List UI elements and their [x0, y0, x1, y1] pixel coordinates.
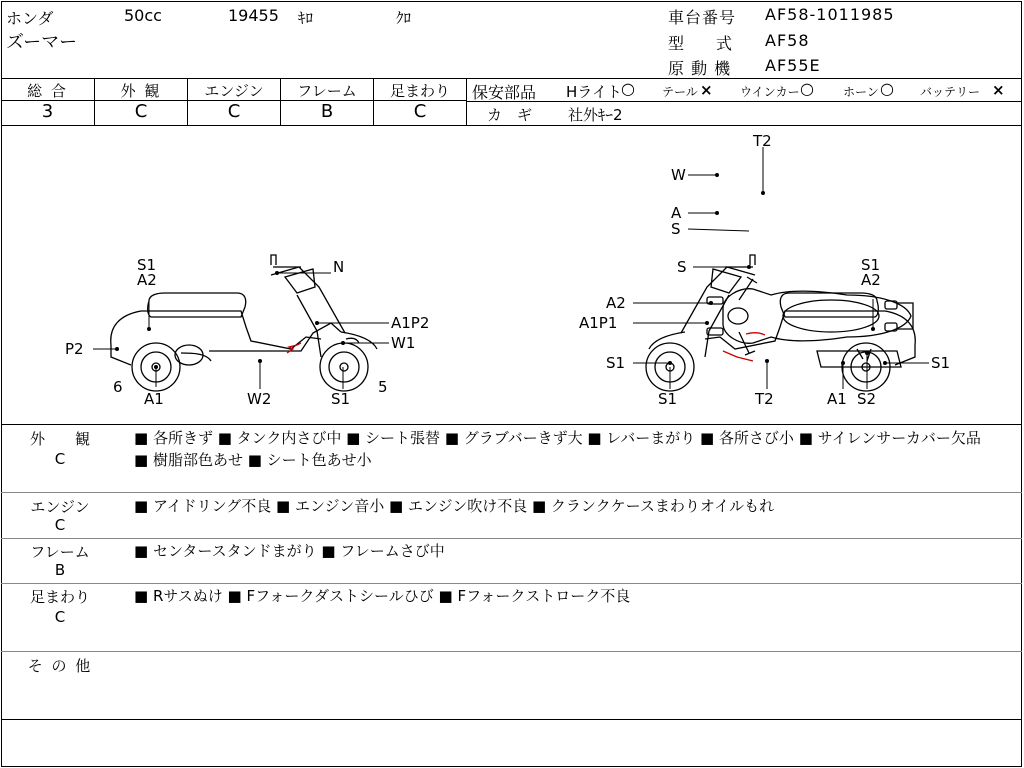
divider	[1, 125, 1022, 126]
label-left-w2: W2	[247, 390, 272, 408]
label-right-a2: A2	[861, 271, 881, 289]
label-left-s1: S1	[137, 256, 157, 274]
suspension-notes: ■ Rサスぬけ ■ Fフォークダストシールひび ■ Fフォークストローク不良	[134, 587, 631, 605]
label-top-a: A	[671, 204, 682, 222]
chassis-label: 車台番号	[668, 8, 737, 27]
engine-label: エンジン	[30, 498, 90, 516]
leader-lines	[93, 147, 929, 389]
label-left-a2: A2	[137, 271, 157, 289]
label-right-a1p1: A1P1	[579, 314, 618, 332]
label-left-a1: A1	[144, 390, 164, 408]
label-right-s1: S1	[861, 256, 881, 274]
label-right-s: S	[677, 258, 687, 276]
label-right-s2: S2	[857, 390, 877, 408]
top-view-scooter	[707, 277, 913, 355]
battery-status: ×	[992, 81, 1005, 99]
frame-grade: B	[54, 561, 66, 579]
label-top-s: S	[671, 220, 681, 238]
engine-label: 原 動 機	[668, 59, 732, 78]
label-left-n: N	[333, 258, 345, 276]
headlight-label: Hライト	[566, 83, 622, 101]
label-left-s1b: S1	[331, 390, 351, 408]
mileage-unit: ｷﾛ	[298, 9, 314, 27]
frame-label: フレーム	[30, 543, 90, 561]
divider	[1, 78, 1022, 79]
divider	[1, 651, 1022, 652]
safety-label: 保安部品	[472, 83, 537, 102]
label-right-s1b: S1	[658, 390, 678, 408]
grade-total-value: 3	[41, 101, 54, 122]
exterior-notes: ■ 各所きず ■ タンク内さび中 ■ シート張替 ■ グラブバーきず大 ■ レバーまがり ■ 各所さび小 ■ サイレンサーカバー欠品 ■ 樹脂部色あせ ■ シート色あせ小	[134, 429, 981, 469]
leader-dots	[115, 173, 887, 369]
type-value: AF58	[765, 31, 810, 50]
battery-label: バッテリー	[920, 85, 981, 99]
label-right-t2: T2	[755, 390, 774, 408]
mileage: 19455	[228, 6, 279, 25]
chassis-value: AF58-1011985	[765, 5, 895, 24]
grade-frame-value: B	[320, 101, 334, 122]
grade-frame-label: フレーム	[297, 82, 357, 100]
grade-total-label: 総 合	[27, 82, 68, 100]
exterior-label: 外 観	[29, 430, 90, 448]
grade-engine-value: C	[227, 101, 241, 122]
label-left-p2: P2	[65, 340, 84, 358]
frame-notes: ■ センタースタンドまがり ■ フレームさび中	[134, 542, 445, 560]
grade-suspension-label: 足まわり	[389, 82, 450, 100]
diagram-text	[65, 132, 950, 408]
label-left-a1p2: A1P2	[391, 314, 430, 332]
label-top-w: W	[671, 166, 686, 184]
engine-notes: ■ アイドリング不良 ■ エンジン音小 ■ エンジン吹け不良 ■ クランクケースまわりオイルもれ	[134, 497, 775, 515]
damage-diagram	[1, 127, 1023, 423]
other-label: そ の 他	[27, 657, 93, 675]
divider	[1, 583, 1022, 584]
label-right-s1r: S1	[931, 354, 951, 372]
grade-exterior-value: C	[134, 101, 148, 122]
color: ｸﾛ	[396, 9, 412, 27]
displacement: 50cc	[124, 6, 162, 25]
horn-status: ○	[880, 79, 894, 98]
key-value: 社外ｷｰ2	[568, 106, 623, 124]
divider	[467, 101, 1022, 102]
divider	[466, 78, 467, 125]
label-right-a2b: A2	[606, 294, 626, 312]
type-label: 型 式	[668, 34, 733, 53]
suspension-label: 足まわり	[29, 588, 90, 606]
exterior-grade: C	[54, 450, 66, 468]
label-left-6: 6	[113, 378, 123, 396]
grade-suspension-value: C	[413, 101, 427, 122]
divider	[1, 424, 1022, 425]
horn-label: ホーン	[843, 85, 879, 99]
tail-label: テール	[662, 85, 698, 99]
winker-status: ○	[800, 79, 814, 98]
divider	[1, 719, 1022, 720]
label-left-5: 5	[378, 378, 388, 396]
label-right-s1f: S1	[606, 354, 626, 372]
suspension-grade: C	[54, 608, 66, 626]
engine-grade: C	[54, 516, 66, 534]
divider	[1, 538, 1022, 539]
grade-exterior-label: 外 観	[120, 82, 162, 100]
label-right-a1: A1	[827, 390, 847, 408]
label-left-w1: W1	[391, 334, 416, 352]
divider	[1, 492, 1022, 493]
grade-engine-label: エンジン	[204, 82, 264, 100]
tail-status: ×	[700, 81, 713, 99]
maker: ホンダ	[6, 9, 54, 28]
winker-label: ウインカー	[740, 85, 800, 99]
model-name: ズーマー	[6, 32, 78, 53]
label-top-t2: T2	[753, 132, 772, 150]
headlight-status: ○	[621, 79, 635, 98]
key-label: カ ギ	[487, 106, 533, 124]
engine-value: AF55E	[765, 56, 821, 75]
